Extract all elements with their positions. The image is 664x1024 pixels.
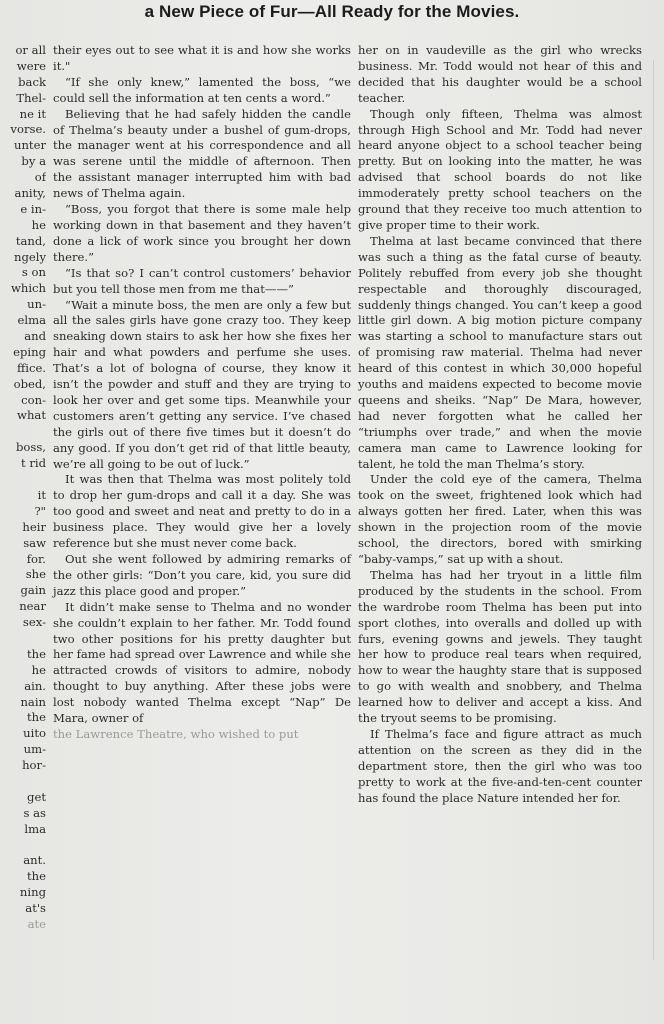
left-column-fragment: he bbox=[31, 217, 46, 232]
left-column-fragment: obed, bbox=[13, 376, 46, 391]
paragraph: Thelma at last became convinced that there was such a thing as the fatal curse of beauty. Politely rebuffed from every job she thought respectable and thoroughly discouraged, suddenly things changed. You can’t keep a good little girl down. A big motion picture company was starting a school to manufacture stars out of promising raw material. Thelma had never heard of this contest in which 30,000 hopeful youths and maidens expected to become movie queens and sheiks. “Nap” De Mara, however, had never forgotten what he called her “triumphs over trade,” and when the movie camera man came to Lawrence looking for talent, he told the man Thelma’s story. bbox=[358, 233, 642, 471]
paragraph: “Wait a minute boss, the men are only a few but all the sales girls have gone crazy too. They keep sneaking down stairs to ask her how she fixes her hair and what powders and perfume she uses. That’s a lot of bologna of course, they know it isn’t the powder and stuff and they are trying to look her over and get some tips. Meanwhile your customers aren’t getting any service. I’ve chased the girls out of there five times but it doesn’t do any good. If you don’t get rid of that little beauty, we’re all going to be out of luck.” bbox=[53, 297, 351, 471]
left-column-fragment: uito bbox=[23, 726, 46, 741]
left-column-fragment: t rid bbox=[20, 456, 46, 471]
left-column-fragment: which bbox=[10, 281, 46, 296]
paragraph: her on in vaudeville as the girl who wrecks business. Mr. Todd would not hear of this and decided that his daughter would be a school teacher. bbox=[358, 43, 642, 105]
left-column-fragment: what bbox=[17, 408, 46, 423]
left-column-fragment: and bbox=[24, 329, 46, 344]
left-column-fragment bbox=[0, 838, 46, 854]
left-column-fragment: nain bbox=[20, 694, 46, 709]
left-column-fragment: back bbox=[18, 74, 46, 89]
left-column-fragment: of bbox=[34, 170, 46, 185]
left-column-fragment: eping bbox=[13, 344, 46, 359]
left-column-fragment: heir bbox=[22, 519, 46, 534]
paragraph: Under the cold eye of the camera, Thelma took on the sweet, frightened look which had always gotten her fired. Later, when this was shown in the projection room of the movie school, the directors, bored with smirking “baby-vamps,” sat up with a shout. bbox=[358, 472, 642, 566]
left-column-fragment: or all bbox=[15, 43, 46, 57]
paragraph: “Is that so? I can’t control customers’ behavior but you tell those men from me that——” bbox=[53, 265, 351, 296]
left-column-fragment: s as bbox=[23, 805, 46, 820]
left-column-fragment bbox=[0, 631, 46, 647]
left-column-fragment: hor- bbox=[22, 758, 46, 773]
paragraph: Though only fifteen, Thelma was almost through High School and Mr. Todd had never heard anyone object to a school teacher being pretty. But on looking into the matter, he was advised that school boards do not like immoderately pretty school teachers on the ground that they receive too much attention to give proper time to their work. bbox=[358, 106, 642, 232]
left-column-fragment: tand, bbox=[15, 233, 46, 248]
left-column-fragment: the bbox=[27, 710, 46, 725]
left-column-fragment: get bbox=[27, 789, 46, 804]
paragraph: It didn’t make sense to Thelma and no wonder she couldn’t explain to her father. Mr. Todd found two other positions for his pretty daughter but her fame had spread over Lawrence and while she attracted crowds of visitors to admire, nobody thought to buy anything. After these jobs were lost nobody wanted Thelma except “Nap” De Mara, owner of bbox=[53, 599, 351, 726]
left-column-fragment: saw bbox=[23, 535, 46, 550]
paragraph-faded-line: the Lawrence Theatre, who wished to put bbox=[53, 726, 299, 741]
paragraph: Believing that he had safely hidden the candle of Thelma’s beauty under a bushel of gum-drops, the manager went at his correspondence and all was serene until the middle of afternoon. Then the assistant manager interrupted him with bad news of Thelma again. bbox=[53, 106, 351, 201]
left-column-fragment: con- bbox=[21, 392, 46, 407]
left-column-fragment: Thel- bbox=[16, 90, 46, 105]
paragraph: their eyes out to see what it is and how she works it." bbox=[53, 43, 351, 73]
page-edge-shadow bbox=[653, 60, 654, 960]
left-column-fragment: near bbox=[19, 599, 46, 614]
left-column-fragment bbox=[0, 774, 46, 790]
left-column-fragment: ain. bbox=[24, 678, 46, 693]
left-column-fragment: ant. bbox=[23, 853, 46, 868]
left-column-fragment: ?" bbox=[34, 503, 46, 518]
left-column-fragment: anity, bbox=[14, 186, 46, 201]
left-column-fragment: the bbox=[27, 869, 46, 884]
left-column-fragment: un- bbox=[27, 297, 46, 312]
column-middle bbox=[53, 43, 351, 743]
paragraph: If Thelma’s face and figure attract as much attention on the screen as they did in the department store, then the girl who was too pretty to work at the five-and-ten-cent counter has found the place Nature intended her for. bbox=[358, 726, 642, 805]
left-column-fragment: lma bbox=[24, 821, 46, 836]
left-column-fragment: by a bbox=[21, 154, 46, 169]
paragraph: Thelma has had her tryout in a little film produced by the students in the school. From the wardrobe room Thelma has been put into sport clothes, into overalls and dolled up with furs, evening gowns and jewels. They taught her how to produce real tears when required, how to wear the haughty stare that is supposed to go with wealth and snobbery, and Thelma learned how to deliver and accept a kiss. And the tryout seems to be promising. bbox=[358, 567, 642, 726]
left-column-fragment: s on bbox=[21, 265, 46, 280]
headline: a New Piece of Fur—All Ready for the Movies. bbox=[144, 2, 520, 21]
left-column-fragment: ning bbox=[19, 885, 46, 900]
left-column-fragment bbox=[0, 424, 46, 440]
left-column-fragment: he bbox=[31, 662, 46, 677]
left-column-fragment: elma bbox=[17, 313, 46, 328]
left-column-fragment: ffice. bbox=[17, 360, 46, 375]
left-column-fragment: she bbox=[25, 567, 46, 582]
paragraph: “Boss, you forgot that there is some male help working down in that basement and they haven’t done a lick of work since you brought her down there.” bbox=[53, 202, 351, 264]
left-column-fragment: ngely bbox=[13, 249, 46, 264]
column-right bbox=[358, 43, 642, 807]
left-column-fragment: were bbox=[16, 58, 46, 73]
left-column-fragment: at's bbox=[25, 901, 46, 916]
left-column-fragment: ne it bbox=[19, 106, 46, 121]
left-column-fragment: it bbox=[37, 487, 46, 502]
left-column-fragment: e in- bbox=[20, 201, 46, 216]
left-column-fragment: vorse. bbox=[10, 122, 46, 137]
left-column-fragment: the bbox=[27, 646, 46, 661]
column-left-fragments bbox=[0, 43, 46, 933]
left-column-fragment: um- bbox=[23, 742, 46, 757]
paragraph: Out she went followed by admiring remarks of the other girls: “Don’t you care, kid, you sure did jazz this place good and proper.” bbox=[53, 552, 351, 598]
paragraph: It was then that Thelma was most politely told to drop her gum-drops and call it a day. She was too good and sweet and neat and pretty to do in a business place. They would give her a lovely reference but she must never come back. bbox=[53, 472, 351, 551]
left-column-fragment: gain bbox=[20, 583, 46, 598]
paragraph: “If she only knew,” lamented the boss, “we could sell the information at ten cents a word.” bbox=[53, 74, 351, 105]
left-column-fragment bbox=[0, 472, 46, 488]
left-column-fragment: ate bbox=[27, 916, 46, 931]
left-column-fragment: boss, bbox=[16, 440, 46, 455]
left-column-fragment: unter bbox=[14, 138, 46, 153]
left-column-fragment: sex- bbox=[22, 615, 46, 630]
left-column-fragment: for. bbox=[26, 551, 46, 566]
